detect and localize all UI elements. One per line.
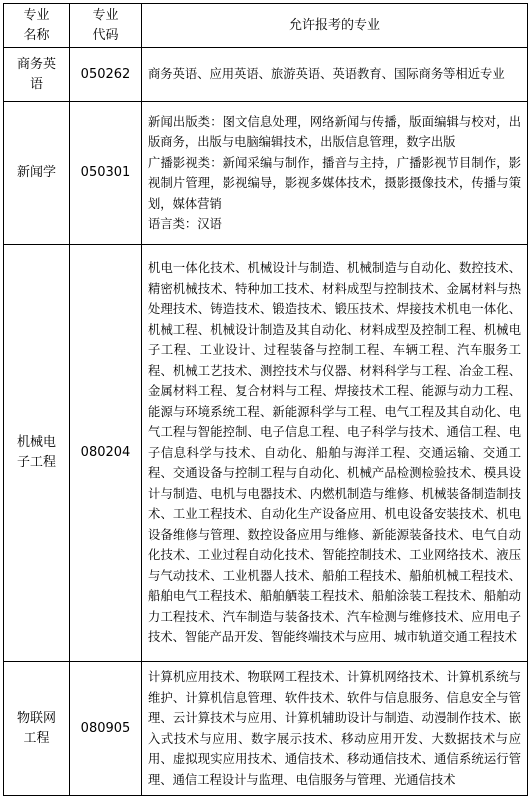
table-row: [4, 662, 528, 796]
header-major-code: 专业 代码: [70, 4, 142, 48]
major-name: 新闻学: [4, 102, 70, 245]
major-code: 050301: [70, 102, 142, 245]
major-code: 080905: [70, 662, 142, 796]
major-code: 080204: [70, 245, 142, 662]
allowed-majors: 机电一体化技术、机械设计与制造、机械制造与自动化、数控技术、精密机械技术、特种加工技术、材料成型与控制技术、金属材料与热处理技术、铸造技术、锻造技术、锻压技术、焊接技术机电一体化、机械工程、机械设计制造及其自动化、材料成型及控制工程、机械电子工程、工业设计、过程装备与控制工程、车辆工程、汽车服务工程、机械工艺技术、测控技术与仪器、材料科学与工程、冶金工程、金属材料工程、复合材料与工程、焊接技术工程、能源与动力工程、能源与环境系统工程、新能源科学与工程、电气工程及其自动化、电气工程与智能控制、电子信息工程、电子科学与技术、通信工程、电子信息科学与技术、自动化、船舶与海洋工程、交通运输、交通工程、交通设备与控制工程与自动化、机械产品检测检验技术、模具设计与制造、电机与电器技术、内燃机制造与维修、机械装备制造制技术、工业工程技术、自动化生产设备应用、机电设备安装技术、机电设备维修与管理、数控设备应用与维修、新能源装备技术、电气自动化技术、工业过程自动化技术、智能控制技术、工业网络技术、液压与气动技术、工业机器人技术、船舶工程技术、船舶机械工程技术、船舶电气工程技术、船舶舾装工程技术、船舶涂装工程技术、船舶动力工程技术、汽车制造与装备技术、汽车检测与维修技术、应用电子技术、智能产品开发、智能终端技术与应用、城市轨道交通工程技术: [142, 245, 528, 662]
table-row: [4, 245, 528, 662]
header-allowed-majors: 允许报考的专业: [142, 4, 528, 48]
major-name: 物联网 工程: [4, 662, 70, 796]
allowed-majors: 商务英语、应用英语、旅游英语、英语教育、国际商务等相近专业: [142, 48, 528, 102]
major-code: 050262: [70, 48, 142, 102]
major-name: 商务英 语: [4, 48, 70, 102]
table-header-row: [4, 4, 528, 48]
majors-table: [3, 3, 528, 796]
allowed-majors: 新闻出版类：图文信息处理，网络新闻与传播，版面编辑与校对，出版商务，出版与电脑编辑技术，出版信息管理，数字出版 广播影视类：新闻采编与制作，播音与主持，广播影视节目制作，影视制片管理，影视编导，影视多媒体技术，摄影摄像技术，传播与策划，媒体营销 语言类：汉语: [142, 102, 528, 245]
major-name: 机械电 子工程: [4, 245, 70, 662]
header-major-name: 专业 名称: [4, 4, 70, 48]
table-row: [4, 102, 528, 245]
allowed-majors: 计算机应用技术、物联网工程技术、计算机网络技术、计算机系统与维护、计算机信息管理、软件技术、软件与信息服务、信息安全与管理、云计算技术与应用、计算机辅助设计与制造、动漫制作技术、嵌入式技术与应用、数字展示技术、移动应用开发、大数据技术与应用、虚拟现实应用技术、通信技术、移动通信技术、通信系统运行管理、通信工程设计与监理、电信服务与管理、光通信技术: [142, 662, 528, 796]
table-row: [4, 48, 528, 102]
